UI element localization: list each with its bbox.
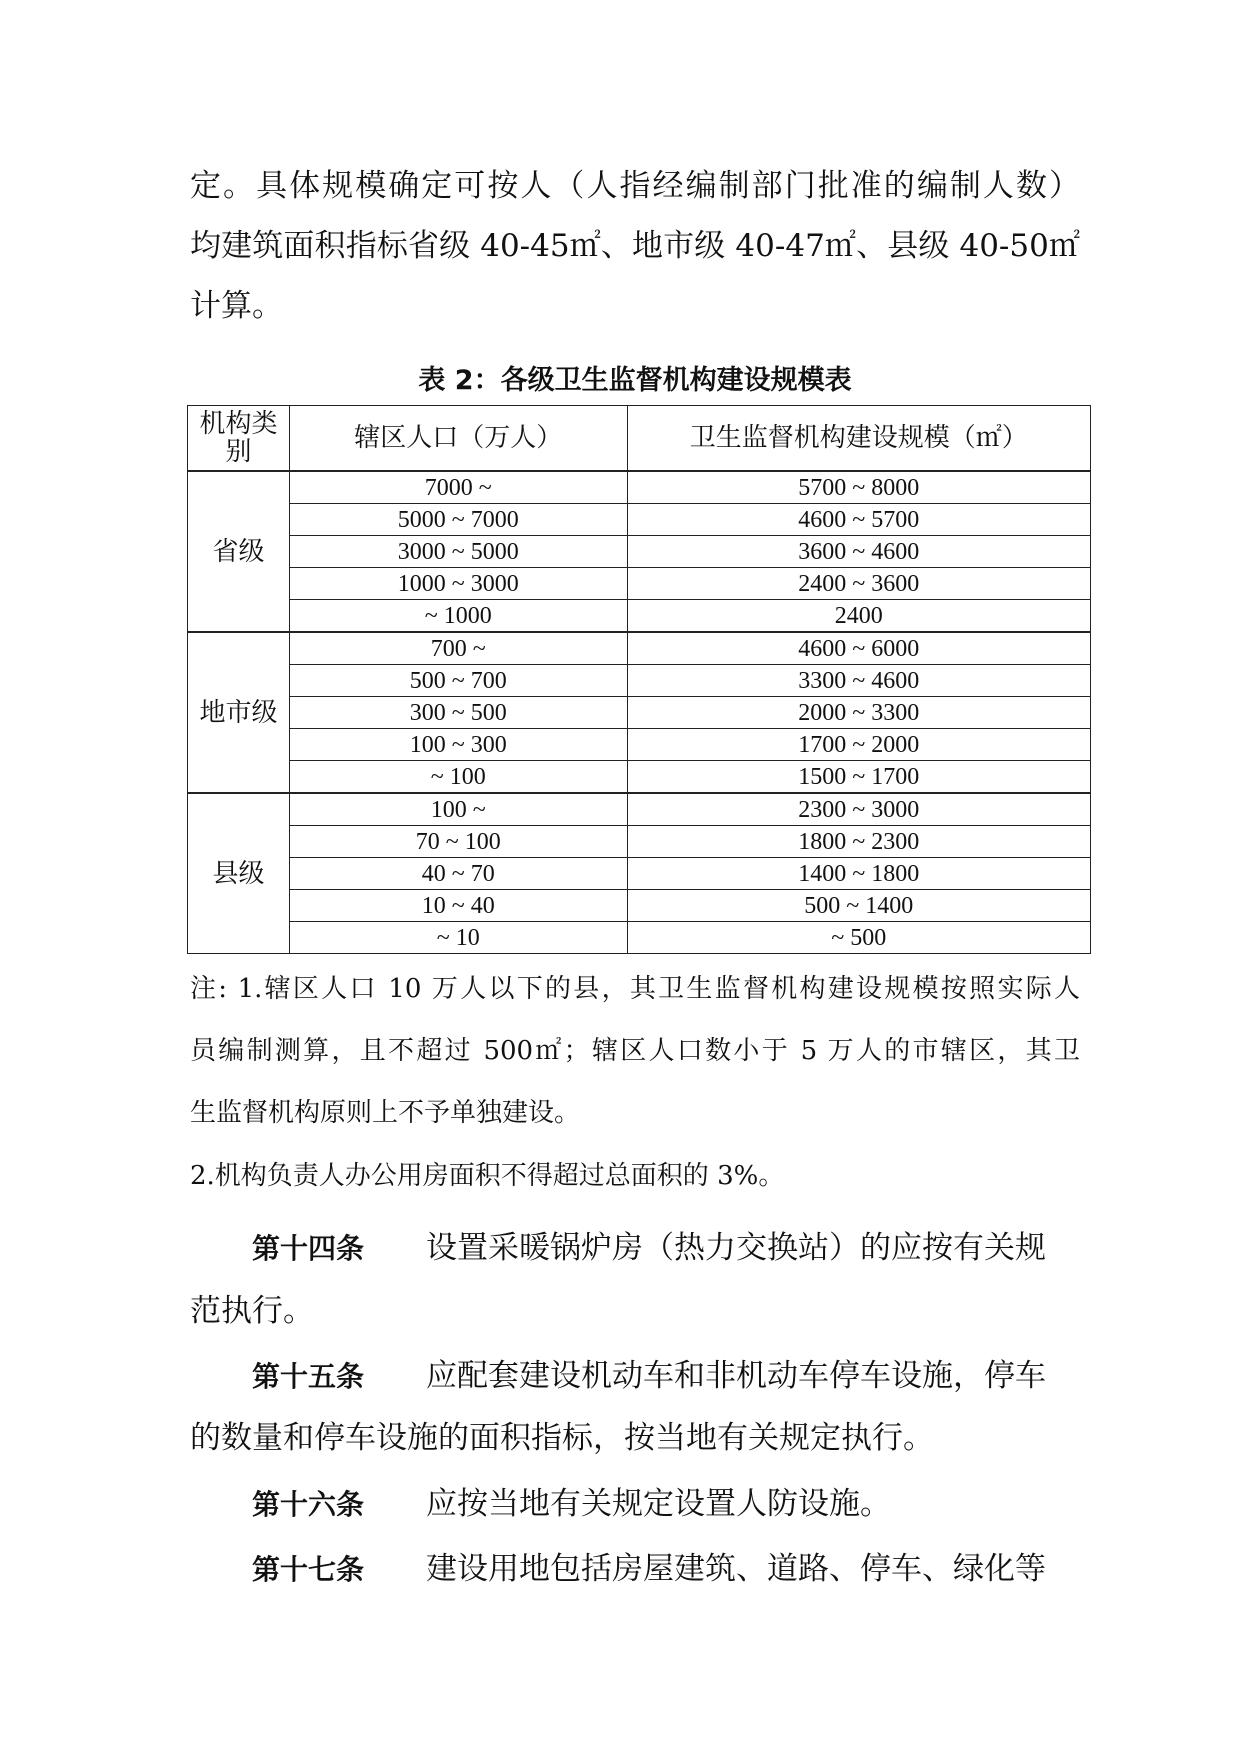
population-cell: 40 ~ 70 xyxy=(289,858,627,890)
table-row xyxy=(188,761,1091,794)
scale-cell: 2400 xyxy=(627,600,1090,633)
population-cell: ~ 100 xyxy=(289,761,627,794)
article-14 xyxy=(190,1222,1080,1267)
header-scale: 卫生监督机构建设规模（㎡） xyxy=(627,406,1090,472)
population-cell: ~ 10 xyxy=(289,922,627,954)
population-cell: 300 ~ 500 xyxy=(289,697,627,729)
article-text: 应按当地有关规定设置人防设施。 xyxy=(426,1486,892,1522)
table-row xyxy=(188,665,1091,697)
population-cell: 700 ~ xyxy=(289,632,627,665)
article-14-continued: 范执行。 xyxy=(190,1293,314,1329)
table-row xyxy=(188,568,1091,600)
article-text: 应配套建设机动车和非机动车停车设施，停车 xyxy=(426,1358,1047,1394)
category-cell: 县级 xyxy=(188,793,290,954)
scale-cell: 4600 ~ 6000 xyxy=(627,632,1090,665)
article-label: 第十五条 xyxy=(252,1360,365,1393)
scale-cell: 1400 ~ 1800 xyxy=(627,858,1090,890)
article-15-continued: 的数量和停车设施的面积指标，按当地有关规定执行。 xyxy=(190,1420,934,1456)
table-row xyxy=(188,793,1091,826)
article-15 xyxy=(190,1350,1080,1395)
note-line: 注: 1.辖区人口 10 万人以下的县，其卫生监督机构建设规模按照实际人 xyxy=(190,974,1080,1004)
note-line: 生监督机构原则上不予单独建设。 xyxy=(190,1098,581,1128)
table-row xyxy=(188,858,1091,890)
population-cell: 1000 ~ 3000 xyxy=(289,568,627,600)
scale-cell: 4600 ~ 5700 xyxy=(627,504,1090,536)
paragraph-line: 计算。 xyxy=(190,288,283,324)
table-row xyxy=(188,922,1091,954)
article-label: 第十七条 xyxy=(252,1553,365,1586)
paragraph-line: 定。具体规模确定可按人（人指经编制部门批准的编制人数） xyxy=(190,168,1080,204)
table-row xyxy=(188,536,1091,568)
population-cell: 3000 ~ 5000 xyxy=(289,536,627,568)
note-line: 员编制测算，且不超过 500㎡；辖区人口数小于 5 万人的市辖区，其卫 xyxy=(190,1036,1080,1066)
paragraph-line: 均建筑面积指标省级 40-45㎡、地市级 40-47㎡、县级 40-50㎡ xyxy=(190,228,1080,264)
population-cell: 100 ~ 300 xyxy=(289,729,627,761)
population-cell: 10 ~ 40 xyxy=(289,890,627,922)
scale-cell: 2400 ~ 3600 xyxy=(627,568,1090,600)
table-row xyxy=(188,600,1091,633)
scale-table xyxy=(187,405,1091,954)
category-cell: 地市级 xyxy=(188,632,290,793)
scale-cell: 2000 ~ 3300 xyxy=(627,697,1090,729)
scale-cell: 500 ~ 1400 xyxy=(627,890,1090,922)
population-cell: 500 ~ 700 xyxy=(289,665,627,697)
article-text: 设置采暖锅炉房（热力交换站）的应按有关规 xyxy=(426,1230,1047,1266)
scale-cell: 3600 ~ 4600 xyxy=(627,536,1090,568)
table-row xyxy=(188,729,1091,761)
table-row xyxy=(188,697,1091,729)
table-row xyxy=(188,632,1091,665)
table-row xyxy=(188,826,1091,858)
table-row xyxy=(188,504,1091,536)
article-text: 建设用地包括房屋建筑、道路、停车、绿化等 xyxy=(426,1551,1047,1587)
population-cell: 70 ~ 100 xyxy=(289,826,627,858)
scale-cell: ~ 500 xyxy=(627,922,1090,954)
scale-cell: 5700 ~ 8000 xyxy=(627,471,1090,504)
category-cell: 省级 xyxy=(188,471,290,632)
table-row xyxy=(188,471,1091,504)
note-line: 2.机构负责人办公用房面积不得超过总面积的 3%。 xyxy=(190,1161,785,1191)
population-cell: 5000 ~ 7000 xyxy=(289,504,627,536)
article-16 xyxy=(190,1478,1080,1523)
scale-cell: 1800 ~ 2300 xyxy=(627,826,1090,858)
scale-cell: 1700 ~ 2000 xyxy=(627,729,1090,761)
article-17 xyxy=(190,1543,1080,1588)
article-label: 第十四条 xyxy=(252,1232,365,1265)
article-label: 第十六条 xyxy=(252,1488,365,1521)
header-population: 辖区人口（万人） xyxy=(289,406,627,472)
population-cell: 100 ~ xyxy=(289,793,627,826)
population-cell: ~ 1000 xyxy=(289,600,627,633)
population-cell: 7000 ~ xyxy=(289,471,627,504)
header-category: 机构类别 xyxy=(188,406,290,472)
scale-cell: 3300 ~ 4600 xyxy=(627,665,1090,697)
scale-cell: 2300 ~ 3000 xyxy=(627,793,1090,826)
scale-cell: 1500 ~ 1700 xyxy=(627,761,1090,794)
table-caption: 表 2：各级卫生监督机构建设规模表 xyxy=(418,365,852,396)
table-row xyxy=(188,890,1091,922)
